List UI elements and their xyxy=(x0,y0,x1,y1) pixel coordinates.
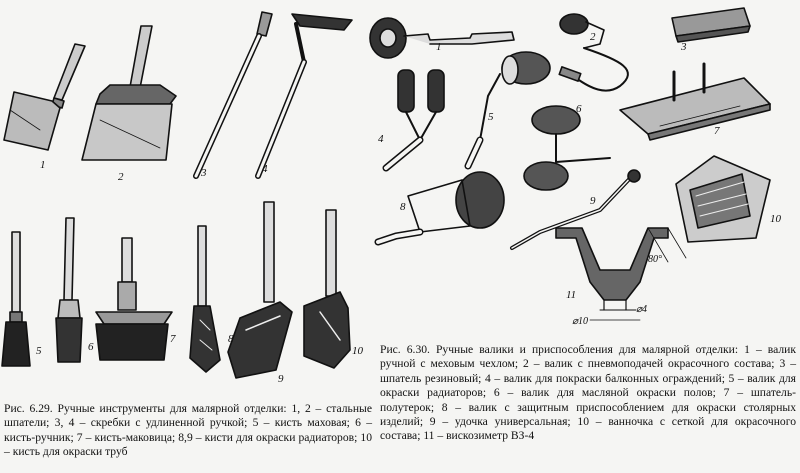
dim-nozzle: ⌀10 xyxy=(572,316,589,327)
brush-flat-drawing xyxy=(2,232,30,366)
float-spatula-drawing xyxy=(620,64,770,140)
caption-fig-6-30-title: Рис. 6.30. Ручные валики и приспособления для малярной отделки: xyxy=(380,343,739,356)
scraper-long-handle-drawing-b xyxy=(258,14,352,176)
label-6-29-4: 4 xyxy=(262,163,268,175)
label-6-29-5: 5 xyxy=(36,345,42,357)
caption-fig-6-29-body: 1, 2 – стальные шпатели; 3, 4 – скребки с удлиненной ручкой; 5 – кисть маховая; 6 – кисть-ручник; 7 – кисть-маковица; 8,9 – кисти для окраски радиаторов; 10 – кисть для окраски труб xyxy=(4,402,372,459)
label-6-29-6: 6 xyxy=(88,341,94,353)
viscometer-drawing xyxy=(556,228,686,320)
label-6-30-2: 2 xyxy=(590,31,596,43)
label-6-30-6: 6 xyxy=(576,103,582,115)
spatula-small-drawing xyxy=(4,44,85,150)
label-6-30-8: 8 xyxy=(400,201,406,213)
label-6-30-10: 10 xyxy=(770,213,781,225)
roller-radiator-drawing xyxy=(468,52,550,166)
scraper-long-handle-drawing-a xyxy=(196,12,272,176)
label-6-30-3: 3 xyxy=(681,41,687,53)
roller-pneumatic-drawing xyxy=(559,14,628,91)
label-6-29-7: 7 xyxy=(170,333,176,345)
brush-pipe-drawing xyxy=(304,210,350,368)
label-6-29-1: 1 xyxy=(40,159,46,171)
label-6-30-9: 9 xyxy=(590,195,596,207)
spatula-large-drawing xyxy=(82,26,176,160)
roller-fur-drawing xyxy=(370,18,514,58)
roller-guard-drawing xyxy=(378,172,504,242)
roller-floor-drawing xyxy=(524,106,610,190)
label-6-29-8: 8 xyxy=(228,333,234,345)
label-6-30-1: 1 xyxy=(436,41,442,53)
roller-balcony-drawing xyxy=(386,70,444,168)
caption-fig-6-29 xyxy=(4,402,372,460)
spatula-rubber-drawing xyxy=(672,8,750,42)
brush-radiator-drawing-a xyxy=(190,226,220,372)
label-6-30-11: 11 xyxy=(566,289,577,301)
brush-block-drawing xyxy=(96,238,172,360)
label-6-30-4: 4 xyxy=(378,133,384,145)
caption-fig-6-29-title: Рис. 6.29. Ручные инструменты для малярной отделки: xyxy=(4,402,287,415)
label-6-29-10: 10 xyxy=(352,345,363,357)
caption-fig-6-30-body: 1 – валик ручной с меховым чехлом; 2 – валик с пневмоподачей окрасочного состава; 3 – шпатель резиновый; 4 – валик для покраски балконных ограждений; 5 – валик для окраски радиаторов; 6 – валик для масляной окраски полов; 7 – шпатель-полутерок; 8 – валик с защитным приспособлением для окраски столярных изделий; 9 – удочка универсальная; 10 – ванночка с сеткой для окрасочного состава; 11 – вискозиметр ВЗ-4 xyxy=(380,343,796,443)
tray-drawing xyxy=(676,156,770,242)
brush-hand-drawing xyxy=(56,218,82,362)
dim-angle: 80° xyxy=(648,254,662,265)
label-6-29-3: 3 xyxy=(201,167,207,179)
label-6-30-5: 5 xyxy=(488,111,494,123)
label-6-30-7: 7 xyxy=(714,125,720,137)
label-6-29-2: 2 xyxy=(118,171,124,183)
brush-radiator-drawing-b xyxy=(228,202,292,378)
label-6-29-9: 9 xyxy=(278,373,284,385)
dim-outlet: ⌀4 xyxy=(636,304,648,315)
caption-fig-6-30 xyxy=(380,343,796,444)
